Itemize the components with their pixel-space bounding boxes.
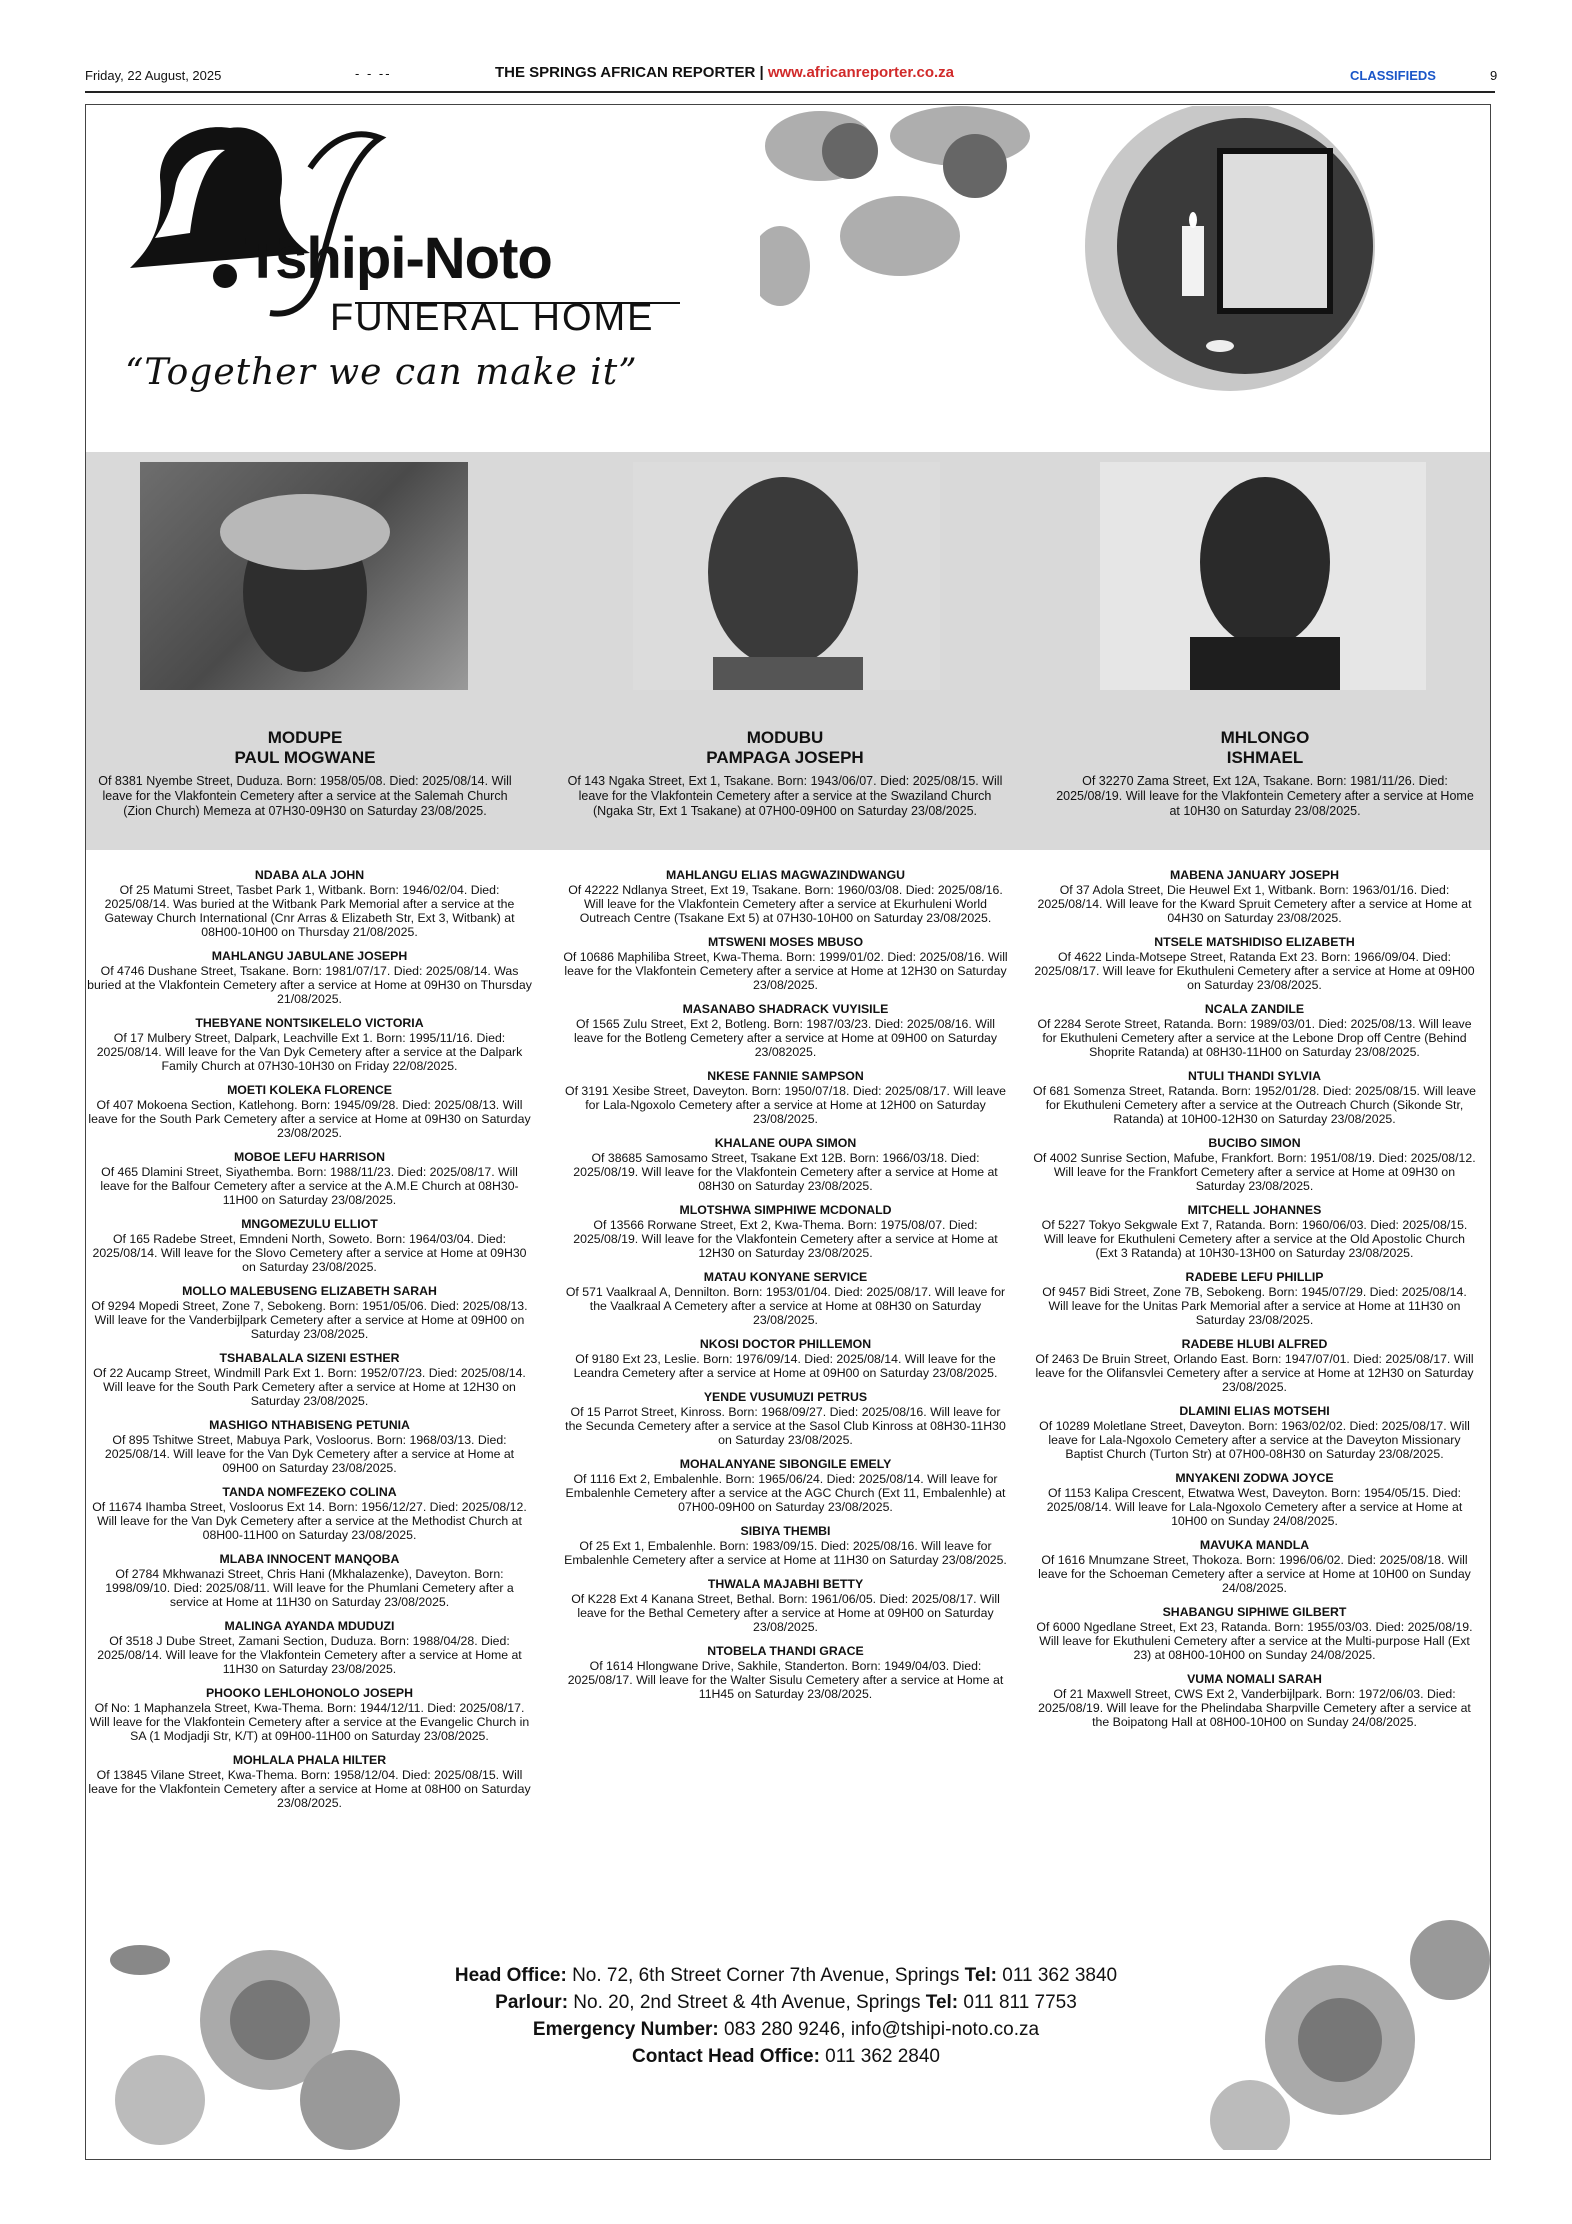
notice-name: MOBOE LEFU HARRISON: [234, 1150, 385, 1164]
notice-name: MAHLANGU JABULANE JOSEPH: [211, 949, 408, 963]
notice-name: PAMPAGA JOSEPH: [706, 748, 864, 767]
notice-entry: [87, 1552, 532, 1609]
issue-date: Friday, 22 August, 2025: [85, 68, 222, 83]
notice-entry: [1032, 1203, 1477, 1260]
portrait-photo: [1100, 462, 1426, 690]
notice-name: TSHABALALA SIZENI ESTHER: [219, 1351, 400, 1365]
notice-name: MNYAKENI ZODWA JOYCE: [1175, 1471, 1334, 1485]
notice-name: NKOSI DOCTOR PHILLEMON: [699, 1337, 872, 1351]
notice-text: Of 25 Matumi Street, Tasbet Park 1, Witbank. Born: 1946/02/04. Died: 2025/08/14. Was buried at the Witbank Park Memorial after a service at the Gateway Church International (Cnr Arras & Elizabeth Str, Ext 3, Witbank) at 08H00-10H00 on Thursday 21/08/2025.: [104, 883, 515, 939]
notice-entry: [563, 1002, 1008, 1059]
notice-column: [1032, 868, 1477, 1739]
notice-text: Of 681 Somenza Street, Ratanda. Born: 1952/01/28. Died: 2025/08/15. Will leave for Ekuthuleni Cemetery after a service at the Outreach Church (Sikonde Str, Ratanda) at 10H00-12H30 on Saturday 23/08/2025.: [1033, 1084, 1476, 1126]
section-label: CLASSIFIEDS: [1350, 68, 1436, 83]
notice-text: Of 32270 Zama Street, Ext 12A, Tsakane. Born: 1981/11/26. Died: 2025/08/19. Will leave for the Vlakfontein Cemetery after a service at Home at 10H30 on Saturday 23/08/2025.: [1056, 774, 1474, 818]
notice-text: Of 165 Radebe Street, Emndeni North, Soweto. Born: 1964/03/04. Died: 2025/08/14. Will leave for the Slovo Cemetery after a service at Home at 09H30 on Saturday 23/08/2025.: [92, 1232, 527, 1274]
logo-subtitle: FUNERAL HOME: [330, 297, 655, 339]
notice-entry: [87, 1686, 532, 1743]
notice-name: PAUL MOGWANE: [234, 748, 376, 767]
notice-text: Of 9294 Mopedi Street, Zone 7, Sebokeng. Born: 1951/05/06. Died: 2025/08/13. Will leave for the Vanderbijlpark Cemetery after a service at Home at 09H00 on Saturday 23/08/2025.: [91, 1299, 528, 1341]
notice-text: Of 1565 Zulu Street, Ext 2, Botleng. Born: 1987/03/23. Died: 2025/08/16. Will leave for the Botleng Cemetery after a service at Home at 09H00 on Saturday 23/082025.: [573, 1017, 998, 1059]
notice-text: Of No: 1 Maphanzela Street, Kwa-Thema. Born: 1944/12/11. Died: 2025/08/17. Will leave for the Vlakfontein Cemetery after a service at the Evangelic Church in SA (1 Modjadji Str, K/T) at 09H00-11H00 on Saturday 23/08/2025.: [89, 1701, 530, 1743]
notice-text: Of K228 Ext 4 Kanana Street, Bethal. Born: 1961/06/05. Died: 2025/08/17. Will leave for the Bethal Cemetery after a service at Home at 09H00 on Saturday 23/08/2025.: [571, 1592, 1000, 1634]
notice-entry: [87, 1016, 532, 1073]
notice-entry: [563, 1337, 1008, 1380]
notice-name: DLAMINI ELIAS MOTSEHI: [1179, 1404, 1330, 1418]
notice-text: Of 3191 Xesibe Street, Daveyton. Born: 1950/07/18. Died: 2025/08/17. Will leave for Lala-Ngoxolo Cemetery after a service at Home at 12H00 on Saturday 23/08/2025.: [565, 1084, 1006, 1126]
notice-text: Of 9180 Ext 23, Leslie. Born: 1976/09/14. Died: 2025/08/14. Will leave for the Leandra Cemetery after a service at Home at 09H00 on Saturday 23/08/2025.: [573, 1352, 998, 1380]
featured-notice: [95, 728, 515, 819]
notice-name: YENDE VUSUMUZI PETRUS: [703, 1390, 868, 1404]
notice-text: Of 465 Dlamini Street, Siyathemba. Born: 1988/11/23. Died: 2025/08/17. Will leave for the Balfour Cemetery after a service at the A.M.E Church at 08H30-11H00 on Saturday 23/08/2025.: [100, 1165, 519, 1207]
page-header: [85, 62, 1498, 92]
notice-entry: [1032, 935, 1477, 992]
notice-text: Of 8381 Nyembe Street, Duduza. Born: 1958/05/08. Died: 2025/08/14. Will leave for the Vlakfontein Cemetery after a service at the Salemah Church (Zion Church) Memeza at 07H30-09H30 on Saturday 23/08/2025.: [98, 774, 512, 818]
notice-entry: [1032, 1002, 1477, 1059]
notice-name: NDABA ALA JOHN: [254, 868, 365, 882]
contact-line: Contact Head Office: 011 362 2840: [631, 2046, 941, 2067]
notice-entry: [1032, 1069, 1477, 1126]
notice-entry: [87, 1485, 532, 1542]
portrait-photo: [140, 462, 468, 690]
parlour-phone[interactable]: 011 811 7753: [958, 1992, 1077, 2013]
notice-entry: [563, 1069, 1008, 1126]
notice-entry: [87, 868, 532, 939]
notice-text: Of 10686 Maphiliba Street, Kwa-Thema. Born: 1999/01/02. Died: 2025/08/16. Will leave for the Vlakfontein Cemetery after a service at Home at 12H30 on Saturday 23/08/2025.: [563, 950, 1008, 992]
publication-title: THE SPRINGS AFRICAN REPORTER | www.africanreporter.co.za: [495, 64, 955, 81]
notice-entry: [563, 1136, 1008, 1193]
notice-name: THWALA MAJABHI BETTY: [707, 1577, 864, 1591]
notice-name: MAHLANGU ELIAS MAGWAZINDWANGU: [665, 868, 906, 882]
notice-name: MITCHELL JOHANNES: [1187, 1203, 1322, 1217]
notice-name: MAVUKA MANDLA: [1199, 1538, 1310, 1552]
notice-name: BUCIBO SIMON: [1208, 1136, 1301, 1150]
page-number: 9: [1490, 68, 1498, 83]
notice-entry: [1032, 1404, 1477, 1461]
notice-text: Of 17 Mulbery Street, Dalpark, Leachville Ext 1. Born: 1995/11/16. Died: 2025/08/14. Will leave for the Van Dyk Cemetery after a service at the Dalpark Family Church at 07H30-10H30 on Friday 22/08/2025.: [96, 1031, 523, 1073]
tagline: “Together we can make it”: [125, 352, 638, 393]
featured-notice: [565, 728, 1005, 819]
header-dots: - - --: [355, 66, 392, 81]
notice-entry: [87, 1753, 532, 1810]
notice-text: Of 1616 Mnumzane Street, Thokoza. Born: 1996/06/02. Died: 2025/08/18. Will leave for the Schoeman Cemetery after a service at Home at 10H00 on Sunday 24/08/2025.: [1038, 1553, 1471, 1595]
notice-entry: [1032, 1672, 1477, 1729]
head-office-line: Head Office: No. 72, 6th Street Corner 7th Avenue, Springs Tel: 011 362 3840: [454, 1965, 1118, 1986]
notice-text: Of 407 Mokoena Section, Katlehong. Born: 1945/09/28. Died: 2025/08/13. Will leave for the South Park Cemetery after a service at Home at 09H30 on Saturday 23/08/2025.: [88, 1098, 531, 1140]
notice-name: MOLLO MALEBUSENG ELIZABETH SARAH: [182, 1284, 437, 1298]
memorial-frame-decoration-icon: [760, 106, 1490, 396]
notice-entry: [87, 1351, 532, 1408]
notice-name: TANDA NOMFEZEKO COLINA: [222, 1485, 397, 1499]
emergency-line: Emergency Number: 083 280 9246, info@tshipi-noto.co.za: [532, 2019, 1040, 2040]
notice-text: Of 2463 De Bruin Street, Orlando East. Born: 1947/07/01. Died: 2025/08/17. Will leave for the Olifansvlei Cemetery after a service at Home at 12H30 on Saturday 23/08/2025.: [1035, 1352, 1474, 1394]
notice-text: Of 13845 Vilane Street, Kwa-Thema. Born: 1958/12/04. Died: 2025/08/15. Will leave for the Vlakfontein Cemetery after a service at Home at 08H00 on Saturday 23/08/2025.: [88, 1768, 531, 1810]
notice-text: Of 2784 Mkhwanazi Street, Chris Hani (Mkhalazenke), Daveyton. Born: 1998/09/10. Died: 2025/08/11. Will leave for the Phumlani Cemetery after a service at Home at 11H30 on Saturday 23/08/2025.: [105, 1567, 514, 1609]
notice-name: MLABA INNOCENT MANQOBA: [219, 1552, 400, 1566]
notice-name: MLOTSHWA SIMPHIWE MCDONALD: [679, 1203, 892, 1217]
logo-name: Tshipi-Noto: [245, 226, 552, 291]
notice-name: SHABANGU SIPHIWE GILBERT: [1162, 1605, 1347, 1619]
notice-entry: [563, 1270, 1008, 1327]
notice-text: Of 1116 Ext 2, Embalenhle. Born: 1965/06/24. Died: 2025/08/14. Will leave for Embalenhle Cemetery after a service at the AGC Church (Ext 11, Embalenhle) at 07H00-09H00 on Saturday 23/08/2025.: [565, 1472, 1006, 1514]
emergency-contact[interactable]: 083 280 9246, info@tshipi-noto.co.za: [718, 2019, 1040, 2040]
notice-entry: [563, 1524, 1008, 1567]
notice-text: Of 143 Ngaka Street, Ext 1, Tsakane. Born: 1943/06/07. Died: 2025/08/15. Will leave for the Vlakfontein Cemetery after a service at the Swaziland Church (Ngaka Str, Ext 1 Tsakane) at 07H00-09H00 on Saturday 23/08/2025.: [567, 774, 1003, 818]
notice-name: MNGOMEZULU ELLIOT: [241, 1217, 378, 1231]
notice-text: Of 42222 Ndlanya Street, Ext 19, Tsakane. Born: 1960/03/08. Died: 2025/08/16. Will leave for the Vlakfontein Cemetery after a service at Ekurhuleni World Outreach Centre (Tsakane Ext 5) at 07H30-10H00 on Saturday 23/08/2025.: [568, 883, 1003, 925]
notice-column: [87, 868, 532, 1820]
notice-text: Of 11674 Ihamba Street, Vosloorus Ext 14. Born: 1956/12/27. Died: 2025/08/12. Will leave for the Van Dyk Cemetery after a service at the Methodist Church at 08H00-11H00 on Saturday 23/08/2025.: [92, 1500, 527, 1542]
notice-text: Of 5227 Tokyo Sekgwale Ext 7, Ratanda. Born: 1960/06/03. Died: 2025/08/15. Will leave for Ekuthuleni Cemetery after a service at the Old Apostolic Church (Ext 3 Ratanda) at 10H30-13H00 on Saturday 23/08/2025.: [1041, 1218, 1468, 1260]
notice-name: THEBYANE NONTSIKELELO VICTORIA: [195, 1016, 424, 1030]
notice-entry: [563, 1457, 1008, 1514]
notice-text: Of 10289 Moletlane Street, Daveyton. Born: 1963/02/02. Died: 2025/08/17. Will leave for Lala-Ngoxolo Cemetery after a service at the Daveyton Missionary Baptist Church (Turton Str) at 07H00-08H30 on Saturday 23/08/2025.: [1039, 1419, 1470, 1461]
notice-text: Of 15 Parrot Street, Kinross. Born: 1968/09/27. Died: 2025/08/16. Will leave for the Secunda Cemetery after a service at the Sasol Club Kinross at 08H30-11H30 on Saturday 23/08/2025.: [565, 1405, 1006, 1447]
notice-name: MASANABO SHADRACK VUYISILE: [682, 1002, 889, 1016]
notice-entry: [1032, 1337, 1477, 1394]
notice-entry: [87, 1150, 532, 1207]
notice-name: MOETI KOLEKA FLORENCE: [227, 1083, 392, 1097]
notice-entry: [563, 935, 1008, 992]
notice-name: MHLONGO: [1220, 728, 1310, 747]
notice-entry: [563, 868, 1008, 925]
notice-name: MODUBU: [746, 728, 824, 747]
notice-column: [563, 868, 1008, 1711]
notice-text: Of 2284 Serote Street, Ratanda. Born: 1989/03/01. Died: 2025/08/13. Will leave for Ekuthuleni Cemetery after a service at the Lebone Drop off Centre (Behind Shoprite Ratanda) at 08H30-11H00 on Saturday 23/08/2025.: [1037, 1017, 1472, 1059]
notice-entry: [1032, 1136, 1477, 1193]
notice-name: KHALANE OUPA SIMON: [714, 1136, 857, 1150]
notice-text: Of 13566 Rorwane Street, Ext 2, Kwa-Thema. Born: 1975/08/07. Died: 2025/08/19. Will leave for the Vlakfontein Cemetery after a service at Home at 12H30 on Saturday 23/08/2025.: [573, 1218, 998, 1260]
notice-name: VUMA NOMALI SARAH: [1187, 1672, 1322, 1686]
notice-entry: [87, 1217, 532, 1274]
notice-text: Of 4746 Dushane Street, Tsakane. Born: 1981/07/17. Died: 2025/08/14. Was buried at the Vlakfontein Cemetery after a service at Home at 09H30 on Thursday 21/08/2025.: [87, 964, 532, 1006]
notice-text: Of 21 Maxwell Street, CWS Ext 2, Vanderbijlpark. Born: 1972/06/03. Died: 2025/08/19. Will leave for the Phelindaba Sharpville Cemetery after a service at the Boipatong Hall at 08H00-10H00 on Sunday 24/08/2025.: [1038, 1687, 1471, 1729]
notice-entry: [1032, 1471, 1477, 1528]
notice-name: NKESE FANNIE SAMPSON: [707, 1069, 864, 1083]
notice-text: Of 6000 Ngedlane Street, Ext 23, Ratanda. Born: 1955/03/03. Died: 2025/08/19. Will leave for Ekuthuleni Cemetery after a service at the Multi-purpose Hall (Ext 23) at 08H00-10H00 on Sunday 24/08/2025.: [1036, 1620, 1473, 1662]
notice-name: MATAU KONYANE SERVICE: [703, 1270, 868, 1284]
header-rule: [85, 91, 1495, 93]
parlour-line: Parlour: No. 20, 2nd Street & 4th Avenue, Springs Tel: 011 811 7753: [495, 1992, 1077, 2013]
notice-text: Of 1153 Kalipa Crescent, Etwatwa West, Daveyton. Born: 1954/05/15. Died: 2025/08/14. Will leave for Lala-Ngoxolo Cemetery after a service at Home at 10H00 on Sunday 24/08/2025.: [1046, 1486, 1463, 1528]
notice-entry: [1032, 1270, 1477, 1327]
contact-phone[interactable]: 011 362 2840: [819, 2046, 941, 2067]
notice-entry: [563, 1203, 1008, 1260]
notice-entry: [87, 949, 532, 1006]
notice-entry: [87, 1284, 532, 1341]
portrait-photo: [633, 462, 940, 690]
notice-name: RADEBE LEFU PHILLIP: [1185, 1270, 1324, 1284]
notice-text: Of 25 Ext 1, Embalenhle. Born: 1983/09/15. Died: 2025/08/16. Will leave for Embalenhle Cemetery after a service at Home at 11H30 on Saturday 23/08/2025.: [564, 1539, 1007, 1567]
notice-entry: [1032, 1538, 1477, 1595]
notice-text: Of 4002 Sunrise Section, Mafube, Frankfort. Born: 1951/08/19. Died: 2025/08/12. Will leave for the Frankfort Cemetery after a service at Home at 09H30 on Saturday 23/08/2025.: [1033, 1151, 1476, 1193]
featured-notice: [1055, 728, 1475, 819]
notice-name: SIBIYA THEMBI: [740, 1524, 831, 1538]
notice-entry: [1032, 868, 1477, 925]
notice-entry: [1032, 1605, 1477, 1662]
notice-text: Of 38685 Samosamo Street, Tsakane Ext 12B. Born: 1966/03/18. Died: 2025/08/19. Will leave for the Vlakfontein Cemetery after a service at Home at 08H30 on Saturday 23/08/2025.: [573, 1151, 998, 1193]
notice-entry: [563, 1390, 1008, 1447]
notice-entry: [87, 1418, 532, 1475]
head-office-phone[interactable]: 011 362 3840: [997, 1965, 1118, 1986]
notice-entry: [87, 1083, 532, 1140]
notice-name: NTOBELA THANDI GRACE: [707, 1644, 864, 1658]
notice-name: MODUPE: [267, 728, 343, 747]
notice-entry: [87, 1619, 532, 1676]
notice-text: Of 4622 Linda-Motsepe Street, Ratanda Ext 23. Born: 1966/09/04. Died: 2025/08/17. Will leave for Ekuthuleni Cemetery after a service at Home at 09H00 on Saturday 23/08/2025.: [1034, 950, 1475, 992]
notice-text: Of 3518 J Dube Street, Zamani Section, Duduza. Born: 1988/04/28. Died: 2025/08/14. Will leave for the Vlakfontein Cemetery after a service at Home at 11H30 on Saturday 23/08/2025.: [97, 1634, 522, 1676]
notice-text: Of 1614 Hlongwane Drive, Sakhile, Standerton. Born: 1949/04/03. Died: 2025/08/17. Will leave for the Walter Sisulu Cemetery after a service at Home at 11H45 on Saturday 23/08/2025.: [567, 1659, 1004, 1701]
notice-name: NTULI THANDI SYLVIA: [1188, 1069, 1321, 1083]
notice-name: MABENA JANUARY JOSEPH: [1170, 868, 1339, 882]
notice-name: MTSWENI MOSES MBUSO: [707, 935, 864, 949]
notice-text: Of 895 Tshitwe Street, Mabuya Park, Vosloorus. Born: 1968/03/13. Died: 2025/08/14. Will leave for the Van Dyk Cemetery after a service at Home at 09H00 on Saturday 23/08/2025.: [104, 1433, 515, 1475]
notice-name: NCALA ZANDILE: [1204, 1002, 1305, 1016]
notice-text: Of 571 Vaalkraal A, Dennilton. Born: 1953/01/04. Died: 2025/08/17. Will leave for the Vaalkraal A Cemetery after a service at Home at 08H30 on Saturday 23/08/2025.: [565, 1285, 1006, 1327]
notice-name: MOHALANYANE SIBONGILE EMELY: [679, 1457, 892, 1471]
notice-name: PHOOKO LEHLOHONOLO JOSEPH: [205, 1686, 414, 1700]
notice-entry: [563, 1644, 1008, 1701]
notice-name: NTSELE MATSHIDISO ELIZABETH: [1154, 935, 1355, 949]
notice-entry: [563, 1577, 1008, 1634]
notice-name: MASHIGO NTHABISENG PETUNIA: [209, 1418, 410, 1432]
notice-name: MALINGA AYANDA MDUDUZI: [224, 1619, 395, 1633]
notice-text: Of 22 Aucamp Street, Windmill Park Ext 1. Born: 1952/07/23. Died: 2025/08/14. Will leave for the South Park Cemetery after a service at Home at 12H30 on Saturday 23/08/2025.: [93, 1366, 526, 1408]
notice-text: Of 9457 Bidi Street, Zone 7B, Sebokeng. Born: 1945/07/29. Died: 2025/08/14. Will leave for the Unitas Park Memorial after a service at Home at 11H30 on Saturday 23/08/2025.: [1042, 1285, 1467, 1327]
notice-text: Of 37 Adola Street, Die Heuwel Ext 1, Witbank. Born: 1963/01/16. Died: 2025/08/14. Will leave for the Kward Spruit Cemetery after a service at Home at 04H30 on Saturday 23/08/2025.: [1037, 883, 1472, 925]
notice-name: MOHLALA PHALA HILTER: [232, 1753, 387, 1767]
notice-name: RADEBE HLUBI ALFRED: [1181, 1337, 1328, 1351]
publication-url[interactable]: www.africanreporter.co.za: [767, 64, 955, 81]
notice-name: ISHMAEL: [1226, 748, 1304, 767]
